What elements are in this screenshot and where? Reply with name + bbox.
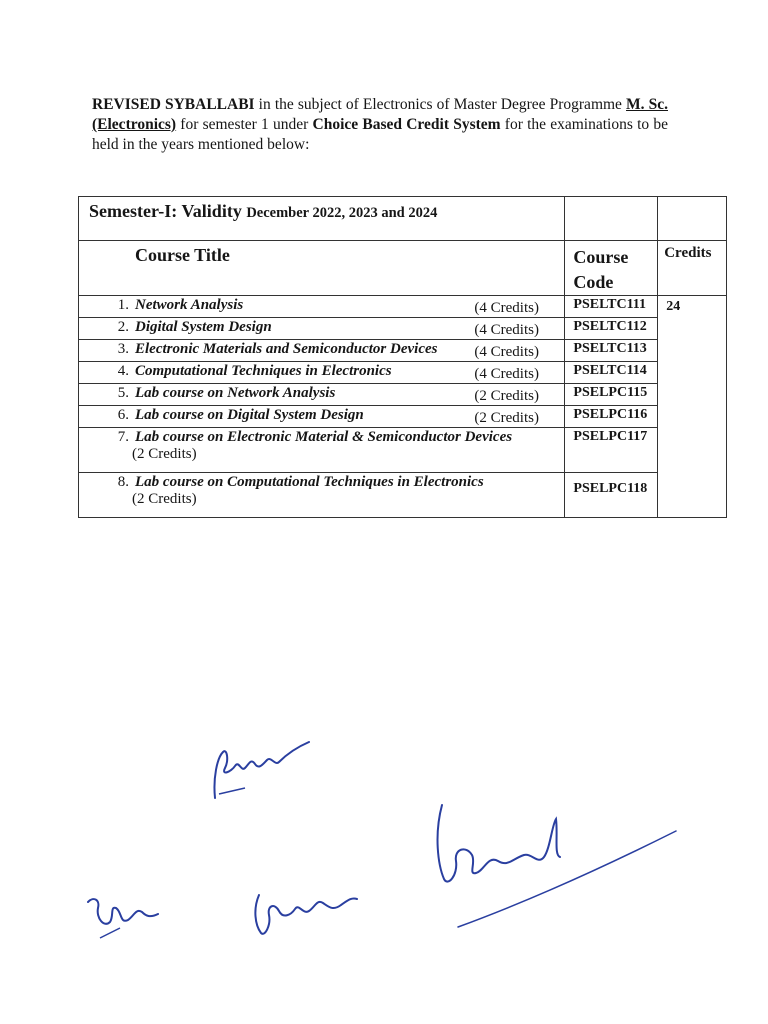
table-row xyxy=(79,318,727,340)
table-row xyxy=(79,473,727,518)
row-code: PSELPC115 xyxy=(573,385,648,400)
total-credits: 24 xyxy=(666,299,681,314)
row-number: 7. xyxy=(117,429,129,445)
row-code: PSELTC114 xyxy=(573,363,647,378)
intro-program: M. Sc. (Electronics) xyxy=(92,96,668,133)
col-course-title: Course Title xyxy=(135,245,230,265)
intro-text-3: for the examinations to be held in the years mentioned below: xyxy=(92,116,669,153)
row-code: PSELPC118 xyxy=(573,481,648,496)
table-row xyxy=(79,340,727,362)
row-title: Lab course on Digital System Design xyxy=(135,407,364,423)
syllabus-table xyxy=(78,196,727,518)
row-credits: (4 Credits) xyxy=(474,322,539,338)
row-credits: (4 Credits) xyxy=(474,300,539,316)
signature-1 xyxy=(205,738,315,810)
intro-cbcs: Choice Based Credit System xyxy=(312,116,501,133)
intro-paragraph xyxy=(92,95,668,155)
table-row xyxy=(79,406,727,428)
row-number: 6. xyxy=(117,407,129,423)
semester-cell xyxy=(79,197,565,241)
row-title: Lab course on Electronic Material & Semiconductor Devices xyxy=(135,429,513,445)
signature-2 xyxy=(428,795,678,935)
row-credits: (2 Credits) xyxy=(132,446,197,462)
row-credits: (2 Credits) xyxy=(132,491,197,507)
row-credits: (4 Credits) xyxy=(474,344,539,360)
col-credits: Credits xyxy=(664,245,712,261)
col-course-code: Course Code xyxy=(573,247,629,292)
row-number: 1. xyxy=(117,297,129,313)
row-title: Digital System Design xyxy=(135,319,272,335)
row-number: 8. xyxy=(117,474,129,490)
intro-bold-title: REVISED SYBALLABI xyxy=(92,96,255,113)
semester-label: Semester-I: Validity xyxy=(89,201,242,221)
semester-empty-code xyxy=(565,197,658,241)
row-title: Electronic Materials and Semiconductor Devices xyxy=(135,341,438,357)
intro-text-2: for semester 1 under xyxy=(176,116,313,133)
row-code: PSELTC111 xyxy=(573,297,647,312)
row-number: 5. xyxy=(117,385,129,401)
row-code: PSELPC116 xyxy=(573,407,648,422)
row-credits: (4 Credits) xyxy=(474,366,539,382)
intro-text-1: in the subject of Electronics of Master Degree Programme xyxy=(254,96,627,113)
row-code: PSELPC117 xyxy=(573,429,648,444)
table-row xyxy=(79,384,727,406)
row-credits: (2 Credits) xyxy=(474,388,539,404)
signature-4 xyxy=(245,875,365,945)
row-title: Computational Techniques in Electronics xyxy=(135,363,392,379)
table-row xyxy=(79,296,727,318)
row-title: Lab course on Computational Techniques in Electronics xyxy=(135,474,484,490)
semester-header-row xyxy=(79,197,727,241)
column-header-row xyxy=(79,241,727,296)
table-row xyxy=(79,362,727,384)
row-number: 3. xyxy=(117,341,129,357)
validity-years: December 2022, 2023 and 2024 xyxy=(246,205,438,221)
total-credits-cell xyxy=(658,296,727,518)
row-number: 4. xyxy=(117,363,129,379)
row-title: Network Analysis xyxy=(135,297,244,313)
row-credits: (2 Credits) xyxy=(474,410,539,426)
semester-empty-credits xyxy=(658,197,727,241)
row-code: PSELTC113 xyxy=(573,341,647,356)
row-code: PSELTC112 xyxy=(573,319,647,334)
signature-3 xyxy=(80,878,170,948)
table-row xyxy=(79,428,727,473)
row-title: Lab course on Network Analysis xyxy=(135,385,336,401)
row-number: 2. xyxy=(117,319,129,335)
